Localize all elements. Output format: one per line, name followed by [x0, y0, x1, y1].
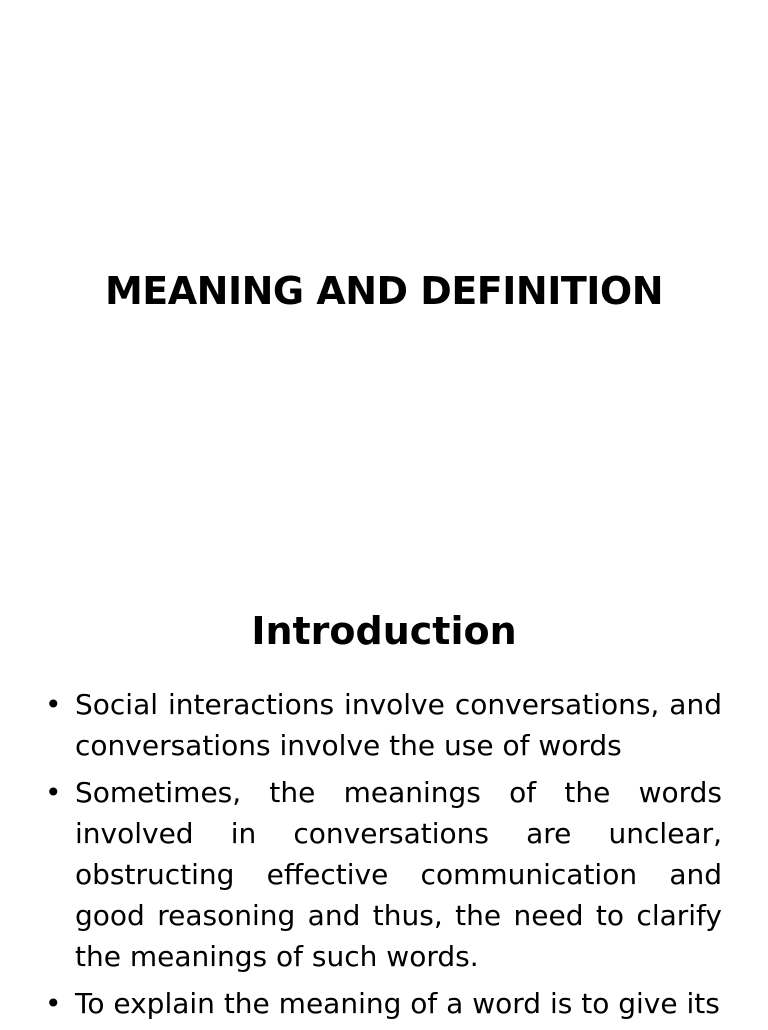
bullet-dot-icon: •	[45, 987, 62, 1020]
bullet-text: To explain the meaning of a word is to give its	[75, 987, 720, 1020]
bullet-list	[42, 684, 722, 1030]
bullet-dot-icon: •	[45, 688, 62, 721]
bullet-text: Sometimes, the meanings of the words involved in conversations are unclear, obstructing effective communication and good reasoning and thus, the need to clarify the meanings of such words.	[75, 776, 722, 973]
bullet-item	[42, 772, 722, 977]
section-heading: Introduction	[251, 609, 517, 653]
bullet-item	[42, 983, 722, 1024]
bullet-dot-icon: •	[45, 776, 62, 809]
bullet-text: Social interactions involve conversations, and conversations involve the use of words	[75, 688, 722, 762]
bullet-item	[42, 684, 722, 766]
slide-title: MEANING AND DEFINITION	[104, 269, 664, 313]
